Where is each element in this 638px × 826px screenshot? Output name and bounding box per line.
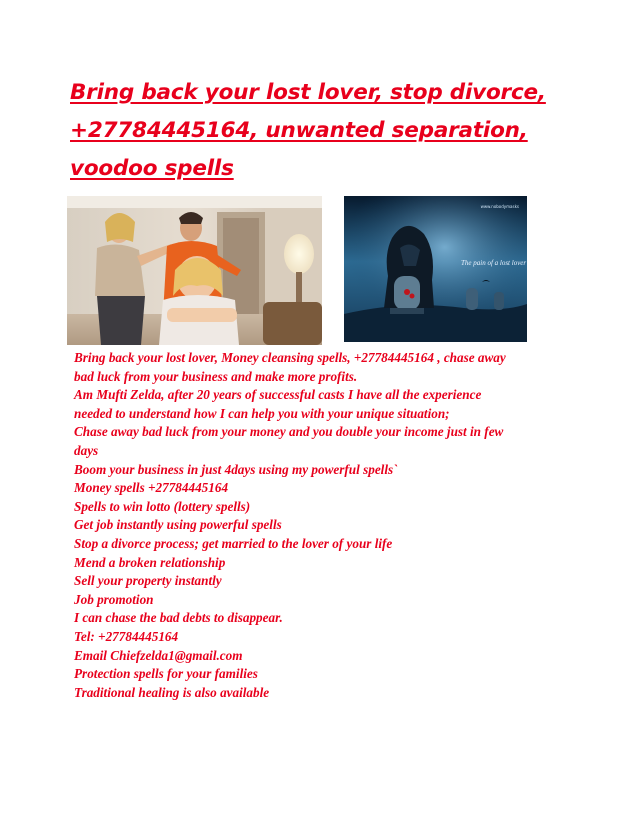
body-line: Boom your business in just 4days using my powerful spells`: [74, 461, 398, 477]
body-line: Protection spells for your families: [74, 666, 258, 682]
body-line: Spells to win lotto (lottery spells): [74, 498, 251, 514]
body-line: Chase away bad luck from your money and you double your income just in few: [74, 424, 504, 440]
body-line: Sell your property instantly: [74, 573, 222, 589]
title-line-2: +27784445164, unwanted separation,: [70, 118, 528, 143]
body-line: days: [74, 442, 99, 458]
title-line-3: voodoo spells: [70, 156, 234, 181]
document-title: [70, 74, 590, 188]
body-line: needed to understand how I can help you with your unique situation;: [74, 405, 450, 421]
body-line: Am Mufti Zelda, after 20 years of successful casts I have all the experience: [74, 387, 482, 403]
body-line: Job promotion: [74, 591, 154, 607]
body-line: Mend a broken relationship: [74, 554, 226, 570]
body-line: Money spells +27784445164: [74, 480, 229, 496]
arguing-family-photo: [67, 196, 322, 345]
body-line: Stop a divorce process; get married to the lover of your life: [74, 535, 393, 551]
body-line: I can chase the bad debts to disappear.: [74, 610, 283, 626]
image-watermark: www.nobodymasks: [480, 204, 519, 209]
body-line: Get job instantly using powerful spells: [74, 517, 282, 533]
phone-line: Tel: +27784445164: [74, 628, 179, 644]
grieving-figure-at-grave-photo: [344, 196, 527, 342]
advert-body: [74, 349, 574, 702]
body-line: Bring back your lost lover, Money cleansing spells, +27784445164 , chase away: [74, 350, 506, 365]
image-caption: The pain of a lost lover: [461, 259, 527, 267]
body-line: bad luck from your business and make more profits.: [74, 368, 358, 384]
body-line: Traditional healing is also available: [74, 684, 270, 700]
title-line-1: Bring back your lost lover, stop divorce,: [70, 80, 546, 105]
email-line: Email Chiefzelda1@gmail.com: [74, 647, 243, 663]
